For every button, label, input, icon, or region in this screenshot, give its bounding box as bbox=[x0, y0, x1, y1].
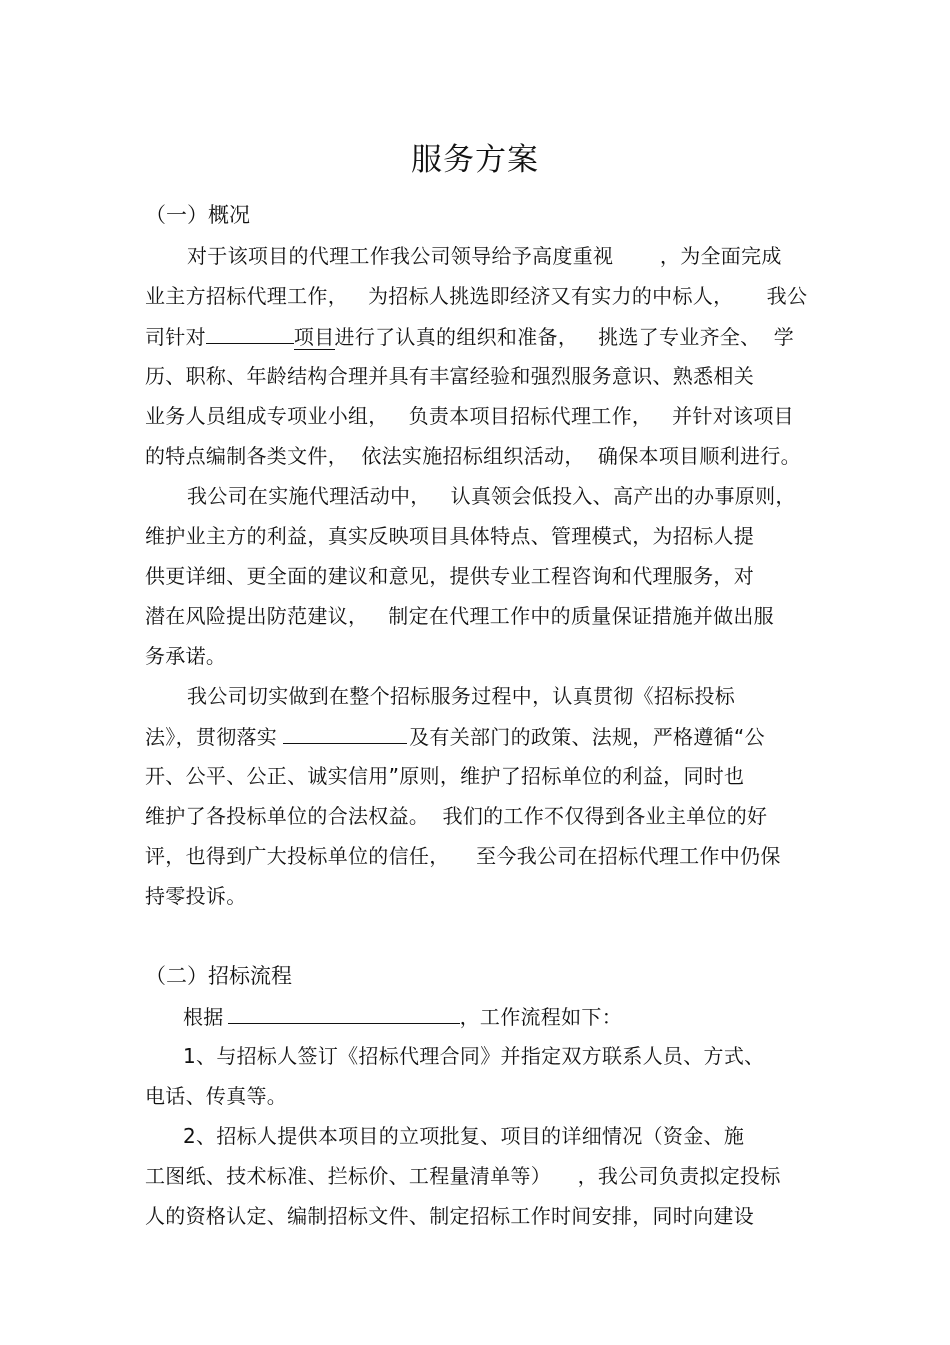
text-fragment: 进行了认真的组织和准备， 挑选了专业齐全、 学 bbox=[334, 325, 795, 349]
paragraph-line: 我公司在实施代理活动中， 认真领会低投入、高产出的办事原则， bbox=[187, 484, 796, 508]
text-fragment: 根据 bbox=[183, 1005, 224, 1029]
text-fragment: ，工作流程如下： bbox=[459, 1005, 623, 1029]
list-item-line: 电话、传真等。 bbox=[145, 1084, 288, 1108]
paragraph-line: 务承诺。 bbox=[145, 644, 227, 668]
paragraph-line: 对于该项目的代理工作我公司领导给予高度重视 ，为全面完成 bbox=[187, 244, 782, 268]
fill-in-blank-basis bbox=[228, 1001, 460, 1024]
text-fragment: 司针对 bbox=[145, 325, 206, 349]
text-fragment: 法》，贯彻落实 bbox=[145, 725, 278, 749]
paragraph-line bbox=[183, 1001, 622, 1032]
text-fragment: 及有关部门的政策、法规，严格遵循“公 bbox=[409, 725, 765, 749]
paragraph-line bbox=[145, 721, 765, 752]
paragraph-line: 维护了各投标单位的合法权益。 我们的工作不仅得到各业主单位的好 bbox=[145, 804, 768, 828]
paragraph-line bbox=[145, 321, 794, 352]
section-heading-overview: （一）概况 bbox=[145, 203, 250, 227]
list-item-line: 2、招标人提供本项目的立项批复、项目的详细情况（资金、施 bbox=[183, 1124, 745, 1148]
paragraph-line: 历、职称、年龄结构合理并具有丰富经验和强烈服务意识、熟悉相关 bbox=[145, 364, 754, 388]
paragraph-line: 潜在风险提出防范建议， 制定在代理工作中的质量保证措施并做出服 bbox=[145, 604, 774, 628]
paragraph-line: 持零投诉。 bbox=[145, 884, 247, 908]
list-item-line: 工图纸、技术标准、拦标价、工程量清单等） ，我公司负责拟定投标 bbox=[145, 1164, 781, 1188]
underlined-text: 项目 bbox=[293, 325, 335, 349]
paragraph-line: 我公司切实做到在整个招标服务过程中，认真贯彻《招标投标 bbox=[187, 684, 736, 708]
paragraph-line: 开、公平、公正、诚实信用”原则，维护了招标单位的利益，同时也 bbox=[145, 764, 745, 788]
list-item-line: 1、与招标人签订《招标代理合同》并指定双方联系人员、方式、 bbox=[183, 1044, 765, 1068]
paragraph-line: 的特点编制各类文件， 依法实施招标组织活动， 确保本项目顺利进行。 bbox=[145, 444, 801, 468]
paragraph-line: 评，也得到广大投标单位的信任， 至今我公司在招标代理工作中仍保 bbox=[145, 844, 781, 868]
document-title: 服务方案 bbox=[411, 142, 539, 178]
fill-in-blank-project bbox=[206, 321, 294, 344]
section-heading-bidding-process: （二）招标流程 bbox=[145, 964, 292, 988]
list-item-line: 人的资格认定、编制招标文件、制定招标工作时间安排，同时向建设 bbox=[145, 1204, 754, 1228]
fill-in-blank-policy bbox=[283, 721, 407, 744]
paragraph-line: 业主方招标代理工作， 为招标人挑选即经济又有实力的中标人， 我公 bbox=[145, 284, 808, 308]
paragraph-line: 业务人员组成专项业小组， 负责本项目招标代理工作， 并针对该项目 bbox=[145, 404, 794, 428]
paragraph-line: 维护业主方的利益，真实反映项目具体特点、管理模式，为招标人提 bbox=[145, 524, 754, 548]
paragraph-line: 供更详细、更全面的建议和意见，提供专业工程咨询和代理服务，对 bbox=[145, 564, 754, 588]
